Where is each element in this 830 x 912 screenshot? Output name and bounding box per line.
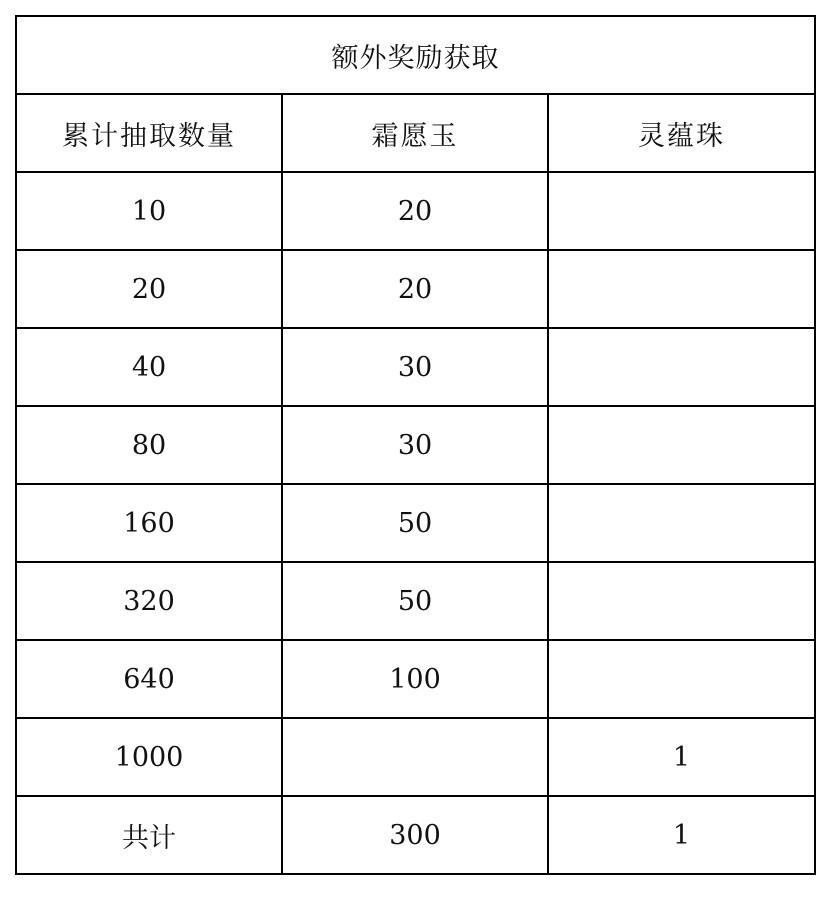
cell-spirit-pearl [548,250,815,328]
title-row [16,16,815,94]
table-row [16,172,815,250]
cell-frost-jade: 20 [282,250,548,328]
cell-draw-count: 10 [16,172,282,250]
table-title: 额外奖励获取 [16,16,815,94]
cell-spirit-pearl [548,562,815,640]
cell-frost-jade: 30 [282,328,548,406]
cell-total-label: 共计 [16,796,282,874]
cell-total-frost-jade: 300 [282,796,548,874]
cell-spirit-pearl [548,406,815,484]
cell-spirit-pearl [548,640,815,718]
cell-draw-count: 80 [16,406,282,484]
header-cumulative-draws: 累计抽取数量 [16,94,282,172]
cell-frost-jade: 20 [282,172,548,250]
cell-draw-count: 160 [16,484,282,562]
table-row [16,484,815,562]
cell-spirit-pearl: 1 [548,718,815,796]
header-frost-jade: 霜愿玉 [282,94,548,172]
cell-spirit-pearl [548,328,815,406]
header-row [16,94,815,172]
cell-draw-count: 640 [16,640,282,718]
cell-draw-count: 20 [16,250,282,328]
cell-frost-jade: 50 [282,562,548,640]
cell-spirit-pearl [548,172,815,250]
cell-frost-jade [282,718,548,796]
total-row [16,796,815,874]
cell-draw-count: 1000 [16,718,282,796]
header-spirit-pearl: 灵蕴珠 [548,94,815,172]
cell-total-spirit-pearl: 1 [548,796,815,874]
table-row [16,406,815,484]
table-row [16,640,815,718]
reward-table [15,15,816,875]
cell-frost-jade: 50 [282,484,548,562]
cell-draw-count: 40 [16,328,282,406]
cell-spirit-pearl [548,484,815,562]
table-row [16,718,815,796]
table-row [16,562,815,640]
cell-frost-jade: 30 [282,406,548,484]
cell-frost-jade: 100 [282,640,548,718]
table-row [16,328,815,406]
cell-draw-count: 320 [16,562,282,640]
table-row [16,250,815,328]
